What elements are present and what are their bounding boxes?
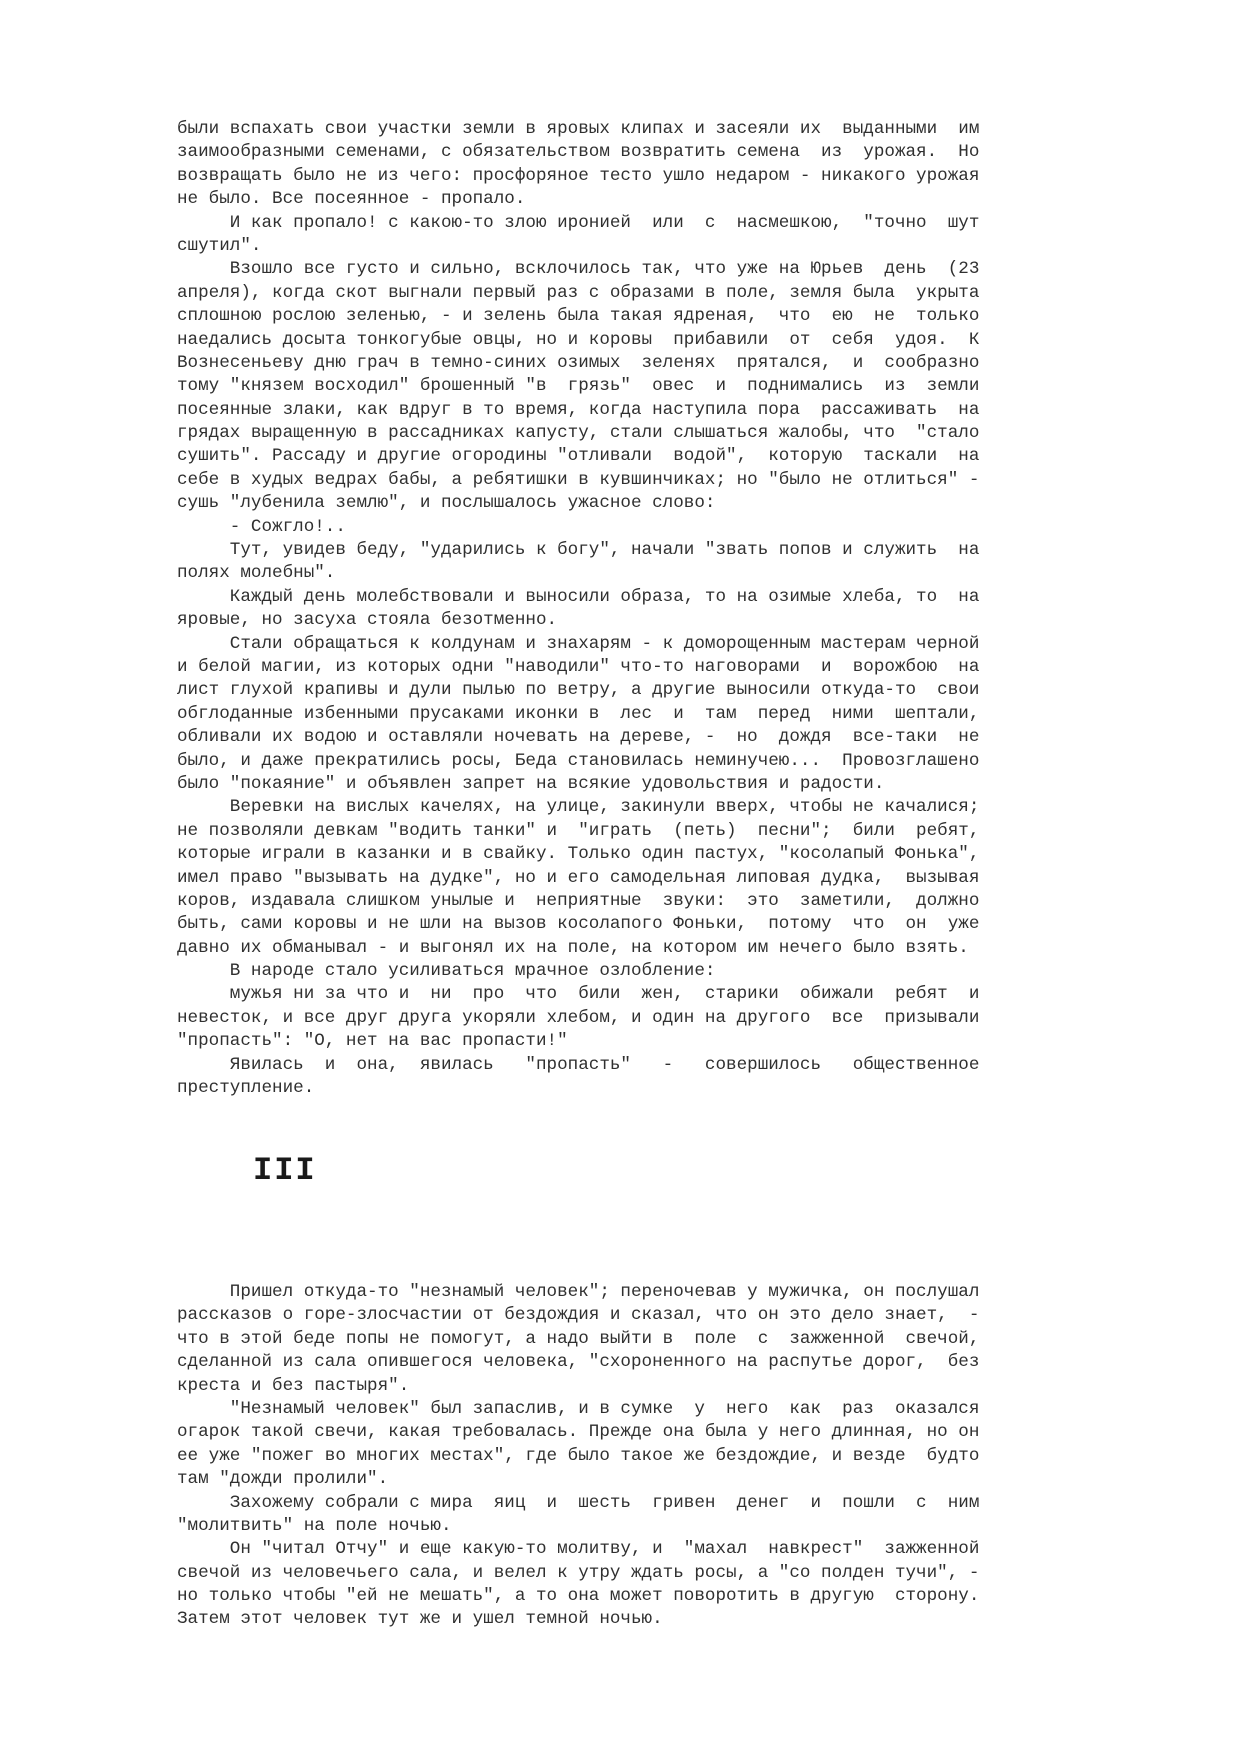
- text-line: там "дожди пролили".: [177, 1469, 389, 1490]
- text-line: себе в худых ведрах бабы, а ребятишки в кувшинчиках; но "было не отлиться" -: [177, 469, 980, 490]
- text-line: Пришел откуда-то "незнамый человек"; переночевав у мужичка, он послушал: [177, 1282, 980, 1302]
- text-line: "молитвить" на поле ночью.: [177, 1515, 452, 1536]
- text-line: рассказов о горе-злосчастии от бездождия и сказал, что он это дело знает, -: [177, 1305, 980, 1326]
- text-line: давно их обманывал - и выгонял их на поле, на котором им нечего было взять.: [177, 937, 969, 958]
- text-line: коров, издавала слишком унылые и неприятные звуки: это заметили, должно: [177, 890, 980, 911]
- text-line: Захожему собрали с мира яиц и шесть гривен денег и пошли с ним: [177, 1492, 980, 1513]
- text-line: Вознесеньеву дню грач в темно-синих озимых зеленях прятался, и сообразно: [177, 352, 980, 373]
- text-line: свечой из человечьего сала, и велел к утру ждать росы, а "со полден тучи", -: [177, 1562, 980, 1583]
- text-line: но только чтобы "ей не мешать", а то она может поворотить в другую сторону.: [177, 1586, 980, 1607]
- text-line: мужья ни за что и ни про что били жен, старики обижали ребят и: [177, 984, 980, 1005]
- text-line: не позволяли девкам "водить танки" и "играть (петь) песни"; били ребят,: [177, 820, 980, 841]
- text-line: которые играли в казанки и в свайку. Только один пастух, "косолапый Фонька",: [177, 844, 980, 865]
- text-line: сделанной из сала опившегося человека, "схороненного на распутье дорог, без: [177, 1352, 980, 1373]
- text-line: ее уже "пожег во многих местах", где было такое же бездождие, и везде будто: [177, 1445, 980, 1466]
- text-line: не было. Все посеянное - пропало.: [177, 189, 526, 210]
- text-line: заимообразными семенами, с обязательством возвратить семена из урожая. Но: [177, 142, 980, 163]
- text-line: Взошло все густо и сильно, всклочилось так, что уже на Юрьев день (23: [177, 259, 980, 280]
- text-line: Веревки на вислых качелях, на улице, закинули вверх, чтобы не качалися;: [177, 797, 980, 818]
- text-line: грядах выращенную в рассадниках капусту, стали слышаться жалобы, что "стало: [177, 423, 980, 444]
- text-line: и белой магии, из которых одни "наводили" что-то наговорами и ворожбою на: [177, 656, 980, 677]
- text-line: что в этой беде попы не помогут, а надо выйти в поле с зажженной свечой,: [177, 1328, 980, 1349]
- text-line: было, и даже прекратились росы, Беда становилась неминучею... Провозглашено: [177, 750, 980, 771]
- text-line: лист глухой крапивы и дули пылью по ветру, а другие выносили откуда-то свои: [177, 680, 980, 701]
- chapter-heading: III: [253, 1152, 317, 1189]
- text-line: сушь "лубенила землю", и послышалось ужасное слово:: [177, 493, 716, 514]
- text-line: было "покаяние" и объявлен запрет на всякие удовольствия и радости.: [177, 773, 885, 794]
- text-line: имел право "вызывать на дудке", но и его самодельная липовая дудка, вызывая: [177, 867, 980, 888]
- text-line: быть, сами коровы и не шли на вызов косолапого Фоньки, потому что он уже: [177, 914, 980, 935]
- text-line: "пропасть": "О, нет на вас пропасти!": [177, 1031, 568, 1052]
- text-line: возвращать было не из чего: просфоряное тесто ушло недаром - никакого урожая: [177, 165, 980, 186]
- text-line: Затем этот человек тут же и ушел темной ночью.: [177, 1609, 663, 1630]
- text-line: Каждый день молебствовали и выносили образа, то на озимые хлеба, то на: [177, 586, 980, 607]
- text-line: сшутил".: [177, 235, 262, 256]
- text-line: Стали обращаться к колдунам и знахарям - к доморощенным мастерам черной: [177, 633, 980, 654]
- text-line: - Сожгло!..: [177, 516, 346, 537]
- text-line: полях молебны".: [177, 563, 336, 584]
- text-line: "Незнамый человек" был запаслив, и в сумке у него как раз оказался: [177, 1398, 980, 1419]
- text-line: В народе стало усиливаться мрачное озлобление:: [177, 961, 716, 982]
- text-section-2: [177, 1281, 1137, 1632]
- text-line: обглоданные избенными прусаками иконки в лес и там перед ними шептали,: [177, 703, 980, 724]
- text-line: невесток, и все друг друга укоряли хлебом, и один на другого все призывали: [177, 1007, 980, 1028]
- text-line: наедались досыта тонкогубые овцы, но и коровы прибавили от себя удоя. К: [177, 329, 980, 350]
- text-line: апреля), когда скот выгнали первый раз с образами в поле, земля была укрыта: [177, 282, 980, 303]
- text-section-1: [177, 118, 1137, 1100]
- text-line: креста и без пастыря".: [177, 1375, 410, 1396]
- text-line: были вспахать свои участки земли в яровых клипах и засеяли их выданными им: [177, 119, 980, 139]
- text-line: Тут, увидев беду, "ударились к богу", начали "звать попов и служить на: [177, 540, 980, 561]
- text-line: тому "князем восходил" брошенный "в грязь" овес и поднимались из земли: [177, 376, 980, 397]
- text-line: преступление.: [177, 1078, 315, 1099]
- text-line: И как пропало! с какою-то злою иронией или с насмешкою, "точно шут: [177, 212, 980, 233]
- text-line: обливали их водою и оставляли ночевать на дереве, - но дождя все-таки не: [177, 727, 980, 748]
- text-line: Он "читал Отчу" и еще какую-то молитву, и "махал навкрест" зажженной: [177, 1539, 980, 1560]
- text-line: сплошною рослою зеленью, - и зелень была такая ядреная, что ею не только: [177, 306, 980, 327]
- text-line: Явилась и она, явилась "пропасть" - совершилось общественное: [177, 1054, 980, 1075]
- text-line: яровые, но засуха стояла безотменно.: [177, 610, 558, 631]
- text-line: посеянные злаки, как вдруг в то время, когда наступила пора рассаживать на: [177, 399, 980, 420]
- text-line: сушить". Рассаду и другие огородины "отливали водой", которую таскали на: [177, 446, 980, 467]
- text-line: огарок такой свечи, какая требовалась. Прежде она была у него длинная, но он: [177, 1422, 980, 1443]
